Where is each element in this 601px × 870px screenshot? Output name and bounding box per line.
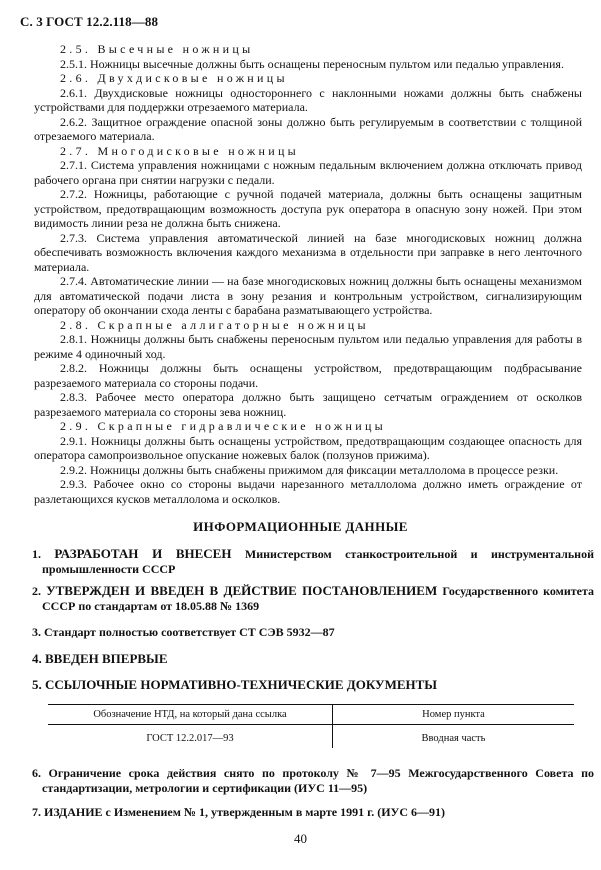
item-text: Министерством станкостроительной и инструментальной промышленности СССР (42, 547, 594, 576)
info-item-edition: 7. ИЗДАНИЕ с Изменением № 1, утвержденным в марте 1991 г. (ИУС 6—91) (32, 805, 446, 819)
table-header-clause: Номер пункта (333, 705, 575, 725)
paragraph: 2.8.1. Ножницы должны быть снабжены переносным пультом или педалью управления для работы в режиме 4 одиночный ход. (34, 332, 582, 361)
paragraph: 2.9.1. Ножницы должны быть оснащены устройством, предотвращающим создающее опасность для оператора самопроизвольное опускание ножевых балок (ползунов прижима). (34, 433, 582, 462)
item-number: 1. (32, 547, 41, 561)
section-heading: 2.6. Двухдисковые ножницы (60, 71, 288, 85)
info-section-title: ИНФОРМАЦИОННЫЕ ДАННЫЕ (193, 519, 408, 534)
item-caps: УТВЕРЖДЕН И ВВЕДЕН В ДЕЙСТВИЕ ПОСТАНОВЛЕНИЕМ (46, 583, 438, 598)
paragraph: 2.9.3. Рабочее окно со стороны выдачи нарезанного металлолома должно иметь ограждение от разлетающихся кусков металлолома и осколков. (34, 477, 582, 506)
paragraph: 2.7.4. Автоматические линии — на базе многодисковых ножниц должны быть оснащены механизмом для автоматической подачи листа в зону резания и контрольным устройством, сигнализирующим оператору об окончании схода ленты с барабана разматывающего устройства. (34, 274, 582, 317)
paragraph: 2.8.3. Рабочее место оператора должно быть защищено сетчатым ограждением от осколков разрезаемого материала со стороны зева ножниц. (34, 390, 582, 419)
info-item-validity: 6. Ограничение срока действия снято по протоколу № 7—95 Межгосударственного Совета по стандартизации, метрологии и сертификации (ИУС 11—95) (32, 766, 594, 795)
paragraph: 2.7.1. Система управления ножницами с ножным педальным включением должна отключать привод рабочего органа при снятии нагрузки с педали. (34, 158, 582, 187)
page-number: 40 (294, 831, 307, 846)
paragraph: 2.6.1. Двухдисковые ножницы одностороннего с наклонными ножами должны быть снабжены устройствами для поддержки отрезаемого материала. (34, 85, 582, 114)
table-row (48, 725, 574, 749)
paragraph: 2.6.2. Защитное ограждение опасной зоны должно быть регулируемым в соответствии с толщиной отрезаемого материала. (34, 114, 582, 143)
paragraph: 2.8.2. Ножницы должны быть оснащены устройством, предотвращающим подбрасывание разрезаемого материала со стороны подачи. (34, 361, 582, 390)
section-heading: 2.5. Высечные ножницы (60, 42, 254, 56)
table-cell-document: ГОСТ 12.2.017—93 (48, 725, 333, 749)
document-body (34, 42, 582, 506)
paragraph: 2.7.3. Система управления автоматической линией на базе многодисковых ножниц должна обеспечивать возможность включения каждого механизма в отдельности при заправке в него ленточного материала. (34, 230, 582, 274)
info-item-approved (32, 583, 594, 614)
section-heading: 2.8. Скрапные аллигаторные ножницы (60, 317, 369, 332)
table-header-document: Обозначение НТД, на который дана ссылка (48, 705, 333, 725)
paragraph: 2.7.2. Ножницы, работающие с ручной подачей материала, должны быть оснащены защитным устройством, предотвращающим возможность доступа рук оператора в опасную зону ножей. При этом видимость линии реза не должна быть снижена. (34, 187, 582, 230)
section-heading: 2.9. Скрапные гидравлические ножницы (60, 419, 387, 433)
item-caps: РАЗРАБОТАН И ВНЕСЕН (54, 546, 232, 561)
item-text: Государственного комитета СССР по стандартам от 18.05.88 № 1369 (42, 584, 595, 613)
info-item-developed (32, 546, 594, 577)
table-cell-clause: Вводная часть (421, 733, 486, 744)
reference-table (48, 704, 574, 748)
paragraph: 2.5.1. Ножницы высечные должны быть оснащены переносным пультом или педалью управления. (60, 56, 564, 71)
page-header: С. 3 ГОСТ 12.2.118—88 (20, 14, 159, 29)
info-item-first-introduced: 4. ВВЕДЕН ВПЕРВЫЕ (32, 651, 168, 666)
info-item-compliance: 3. Стандарт полностью соответствует СТ СЭВ 5932—87 (32, 625, 335, 639)
info-item-references: 5. ССЫЛОЧНЫЕ НОРМАТИВНО-ТЕХНИЧЕСКИЕ ДОКУМЕНТЫ (32, 677, 438, 692)
section-heading: 2.7. Многодисковые ножницы (60, 143, 300, 158)
item-number: 2. (32, 584, 41, 598)
paragraph: 2.9.2. Ножницы должны быть снабжены прижимом для фиксации металлолома в процессе резки. (60, 462, 559, 477)
